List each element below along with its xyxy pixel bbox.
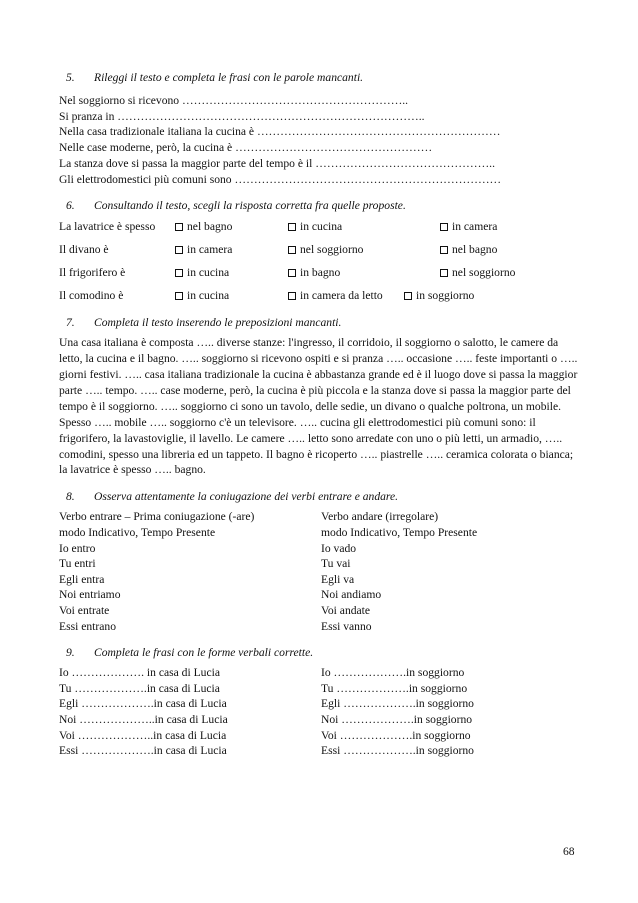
checkbox-icon[interactable]: [175, 246, 183, 254]
exercise-9: [59, 645, 579, 759]
exercise-8-title: [59, 489, 579, 504]
conjugation-line: Tu entri: [59, 557, 96, 571]
question-text: Il frigorifero è: [59, 266, 126, 280]
conjugation-entrare: [59, 509, 321, 634]
fill-line: Gli elettrodomestici più comuni sono ……………………………………………………………: [59, 172, 502, 186]
checkbox-icon[interactable]: [175, 269, 183, 277]
conjugation-table: [59, 509, 579, 634]
exercise-8: [59, 489, 579, 634]
choice-row: [59, 261, 579, 284]
question-text: Il comodino è: [59, 289, 124, 303]
conjugation-line: Verbo entrare – Prima coniugazione (-are): [59, 510, 255, 524]
exercise-instruction: Completa le frasi con le forme verbali corrette.: [94, 646, 314, 660]
exercise-7-title: [59, 315, 579, 330]
choice-row: [59, 215, 579, 238]
exercise-9-title: [59, 645, 579, 660]
exercise-6-title: [59, 198, 579, 213]
exercise-instruction: Osserva attentamente la coniugazione dei verbi entrare e andare.: [94, 490, 399, 504]
fill-line: Essi ……………….in casa di Lucia: [59, 744, 227, 758]
choice-option[interactable]: in camera da letto: [288, 289, 404, 302]
choice-option[interactable]: in cucina: [175, 266, 288, 279]
conjugation-line: Io entro: [59, 541, 96, 555]
choice-option[interactable]: in cucina: [288, 220, 440, 233]
conjugation-line: Noi andiamo: [321, 588, 382, 602]
verb-fill-table: [59, 665, 579, 759]
conjugation-line: Essi entrano: [59, 619, 116, 633]
checkbox-icon[interactable]: [175, 292, 183, 300]
fill-line: Egli ……………….in soggiorno: [321, 697, 474, 711]
exercise-number: 9.: [66, 646, 75, 660]
exercise-7: [59, 315, 579, 478]
checkbox-icon[interactable]: [440, 223, 448, 231]
exercise-instruction: Consultando il testo, scegli la risposta corretta fra quelle proposte.: [94, 199, 406, 213]
checkbox-icon[interactable]: [440, 246, 448, 254]
fill-line: Noi ……………….in soggiorno: [321, 712, 473, 726]
choice-option[interactable]: in camera: [175, 243, 288, 256]
exercise-number: 8.: [66, 490, 75, 504]
fill-line: Nel soggiorno si ricevono …………………………………………………..: [59, 94, 409, 107]
checkbox-icon[interactable]: [288, 292, 296, 300]
choice-option[interactable]: in bagno: [288, 266, 440, 279]
fill-line: Noi ………………..in casa di Lucia: [59, 712, 228, 726]
choice-option[interactable]: nel bagno: [175, 220, 288, 233]
fill-line: Io ………………. in casa di Lucia: [59, 666, 220, 680]
conjugation-line: Voi entrate: [59, 603, 110, 617]
fill-line: Essi ……………….in soggiorno: [321, 744, 474, 758]
checkbox-icon[interactable]: [288, 246, 296, 254]
exercise-6: [59, 198, 579, 307]
conjugation-line: Verbo andare (irregolare): [321, 510, 439, 524]
fill-line: Nelle case moderne, però, la cucina è ……………………………………………: [59, 141, 433, 155]
fill-line: Tu ……………….in soggiorno: [321, 681, 468, 695]
exercise-text: Una casa italiana è composta ….. diverse stanze: l'ingresso, il corridoio, il soggiorno o salotto, le camere da letto, la cucina e il bagno. ….. soggiorno si ricevono ospiti e si pranza ….. occasione ….. feste importanti o ….. giorni festivi. ….. casa italiana tradizionale la cucina è abbastanza grande ed è il luogo dove si passa la maggior parte ….. tempo. ….. case moderne, però, la cucina è più piccola e la stanza dove si passa la maggior parte del tempo è il soggiorno. ….. soggiorno ci sono un tavolo, delle sedie, un divano o qualche poltrona, un mobile. Spesso ….. mobile ….. soggiorno c'è un televisore. ….. cucina gli elettrodomestici più comuni sono: il frigorifero, la lavastoviglie, il lavello. Le camere ….. letto sono arredate con uno o più letti, un armadio, ….. comodini, spesso una libreria ed un tappeto. Il bagno è ricoperto ….. piastrelle ….. ceramica colorata o bianca; la lavatrice è spesso ….. bagno.: [59, 336, 578, 477]
conjugation-line: Essi vanno: [321, 619, 372, 633]
checkbox-icon[interactable]: [175, 223, 183, 231]
question-text: Il divano è: [59, 243, 109, 257]
choice-row: [59, 284, 579, 307]
conjugation-line: modo Indicativo, Tempo Presente: [321, 525, 478, 539]
exercise-5: [59, 70, 579, 187]
exercise-instruction: Rileggi il testo e completa le frasi con le parole mancanti.: [94, 71, 364, 84]
choice-option[interactable]: nel soggiorno: [440, 266, 515, 279]
question-text: La lavatrice è spesso: [59, 220, 156, 234]
conjugation-line: Io vado: [321, 541, 357, 555]
fill-line: Io ……………….in soggiorno: [321, 666, 465, 680]
page-number: 68: [563, 845, 575, 858]
choice-row: [59, 238, 579, 261]
conjugation-line: Egli va: [321, 572, 355, 586]
choice-option[interactable]: in soggiorno: [404, 289, 474, 302]
choice-option[interactable]: in cucina: [175, 289, 288, 302]
fill-line: Si pranza in ……………………………………………………………………..: [59, 109, 425, 123]
fill-line: La stanza dove si passa la maggior parte del tempo è il ………………………………………..: [59, 156, 495, 170]
page-content: [59, 70, 579, 759]
checkbox-icon[interactable]: [440, 269, 448, 277]
verb-fill-right: [321, 665, 579, 759]
choice-option[interactable]: nel bagno: [440, 243, 497, 256]
fill-line: Egli ……………….in casa di Lucia: [59, 697, 227, 711]
fill-line: Tu ……………….in casa di Lucia: [59, 681, 220, 695]
checkbox-icon[interactable]: [404, 292, 412, 300]
exercise-number: 6.: [66, 199, 75, 213]
conjugation-line: Egli entra: [59, 572, 105, 586]
conjugation-line: Voi andate: [321, 603, 371, 617]
exercise-instruction: Completa il testo inserendo le preposizioni mancanti.: [94, 316, 342, 330]
fill-line: Voi ………………..in casa di Lucia: [59, 728, 227, 742]
verb-fill-left: [59, 665, 321, 759]
choice-option[interactable]: in camera: [440, 220, 497, 233]
conjugation-andare: [321, 509, 579, 634]
checkbox-icon[interactable]: [288, 269, 296, 277]
conjugation-line: Noi entriamo: [59, 588, 121, 602]
exercise-number: 5.: [66, 71, 75, 84]
fill-line: Voi ……………….in soggiorno: [321, 728, 471, 742]
fill-line: Nella casa tradizionale italiana la cucina è ………………………………………………………: [59, 125, 501, 139]
exercise-number: 7.: [66, 316, 75, 330]
checkbox-icon[interactable]: [288, 223, 296, 231]
exercise-5-title: [59, 70, 579, 85]
choice-option[interactable]: nel soggiorno: [288, 243, 440, 256]
conjugation-line: modo Indicativo, Tempo Presente: [59, 525, 216, 539]
conjugation-line: Tu vai: [321, 557, 351, 571]
